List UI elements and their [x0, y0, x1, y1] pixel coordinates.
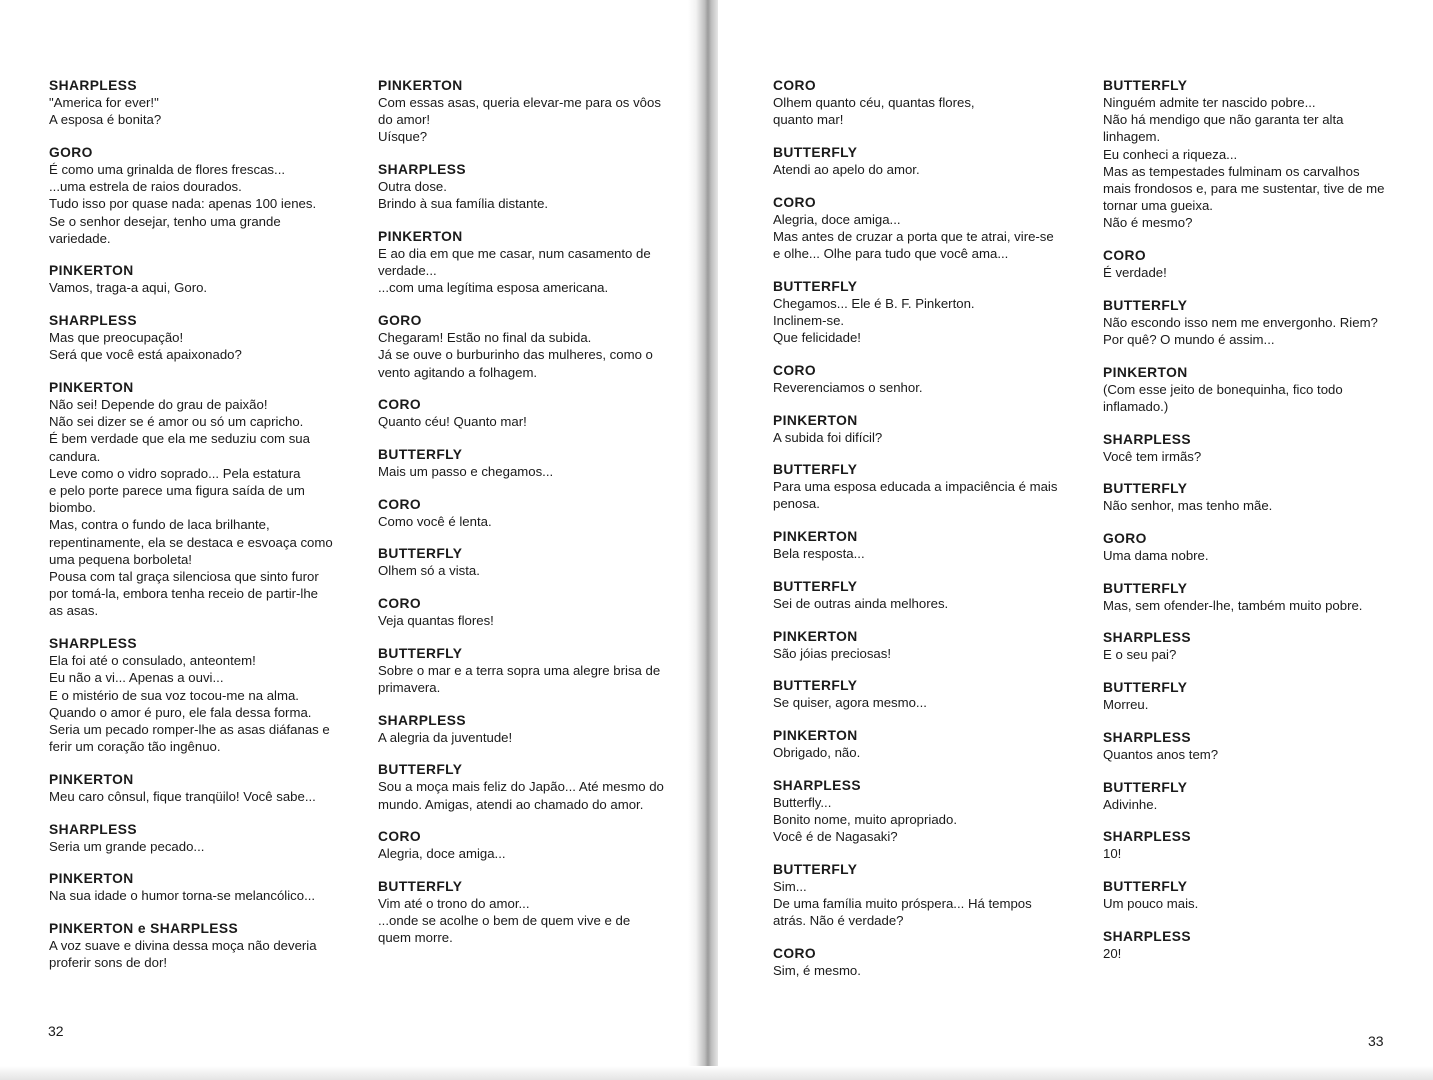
dialogue-line: Que felicidade! — [773, 330, 861, 346]
dialogue-line: Como você é lenta. — [378, 513, 492, 529]
dialogue-line: Ninguém admite ter nascido pobre... — [1103, 95, 1316, 110]
dialogue-entry — [49, 771, 349, 805]
dialogue-line: verdade... — [378, 263, 437, 279]
speaker-name: CORO — [773, 945, 816, 961]
dialogue-entry — [773, 412, 1073, 446]
dialogue-line: Quanto céu! Quanto mar! — [378, 414, 527, 430]
dialogue-line: ...com uma legítima esposa americana. — [378, 280, 609, 296]
dialogue-line: E o mistério de sua voz tocou-me na alma. — [49, 687, 299, 703]
dialogue-line: Olhem só a vista. — [378, 563, 480, 579]
speaker-name: BUTTERFLY — [1103, 680, 1188, 696]
speaker-name: PINKERTON e SHARPLESS — [49, 921, 239, 936]
speaker-name: PINKERTON — [49, 380, 134, 396]
dialogue-entry — [49, 821, 349, 855]
dialogue-entry — [378, 228, 678, 297]
right-page-column-1 — [773, 75, 1073, 995]
dialogue-line: quem morre. — [378, 930, 453, 946]
speaker-name: BUTTERFLY — [773, 278, 858, 294]
dialogue-line: A alegria da juventude! — [378, 729, 513, 745]
dialogue-entry — [49, 77, 349, 128]
page-number-left: 32 — [48, 1023, 64, 1039]
dialogue-line: Se quiser, agora mesmo... — [773, 695, 927, 711]
dialogue-entry — [1103, 364, 1395, 415]
speaker-name: PINKERTON — [378, 229, 463, 245]
dialogue-line: Vamos, traga-a aqui, Goro. — [49, 280, 208, 296]
dialogue-entry — [378, 312, 678, 381]
dialogue-line: Pousa com tal graça silenciosa que sinto furor — [49, 569, 319, 585]
dialogue-line: e pelo porte parece uma figura saída de um — [49, 483, 305, 499]
dialogue-line: Veja quantas flores! — [378, 613, 494, 629]
dialogue-line: Meu caro cônsul, fique tranqüilo! Você sabe... — [49, 788, 316, 804]
dialogue-line: É bem verdade que ela me seduziu com sua — [49, 431, 310, 447]
dialogue-entry — [1103, 580, 1395, 614]
right-page-column-2 — [1103, 75, 1395, 977]
speaker-name: SHARPLESS — [1103, 729, 1191, 745]
dialogue-entry — [1103, 928, 1395, 962]
speaker-name: BUTTERFLY — [1103, 297, 1188, 313]
dialogue-line: "America for ever!" — [49, 95, 159, 110]
page-edge-shadow — [0, 1066, 1433, 1080]
speaker-name: BUTTERFLY — [773, 678, 858, 694]
dialogue-line: Olhem quanto céu, quantas flores, — [773, 95, 975, 110]
speaker-name: BUTTERFLY — [378, 645, 463, 661]
dialogue-entry — [1103, 828, 1395, 862]
dialogue-line: Por quê? O mundo é assim... — [1103, 332, 1275, 348]
speaker-name: BUTTERFLY — [1103, 580, 1188, 596]
dialogue-line: Mas, sem ofender-lhe, também muito pobre. — [1103, 597, 1363, 613]
dialogue-line: Não sei dizer se é amor ou só um capricho. — [49, 414, 304, 430]
speaker-name: BUTTERFLY — [773, 462, 858, 478]
speaker-name: SHARPLESS — [49, 78, 137, 93]
dialogue-line: Mas as tempestades fulminam os carvalhos — [1103, 163, 1360, 179]
speaker-name: SHARPLESS — [49, 636, 137, 652]
speaker-name: SHARPLESS — [378, 162, 466, 178]
speaker-name: CORO — [773, 78, 816, 93]
dialogue-entry — [49, 870, 349, 904]
dialogue-line: Sobre o mar e a terra sopra uma alegre brisa de — [378, 662, 661, 678]
dialogue-entry — [1103, 779, 1395, 813]
speaker-name: BUTTERFLY — [1103, 878, 1188, 894]
dialogue-entry — [773, 677, 1073, 711]
dialogue-line: mundo. Amigas, atendi ao chamado do amor. — [378, 796, 644, 812]
dialogue-line: (Com esse jeito de bonequinha, fico todo — [1103, 381, 1343, 397]
dialogue-line: e olhe... Olhe para tudo que você ama... — [773, 246, 1009, 262]
dialogue-line: Inclinem-se. — [773, 312, 845, 328]
dialogue-entry — [1103, 679, 1395, 713]
dialogue-entry — [773, 362, 1073, 396]
dialogue-line: Vim até o trono do amor... — [378, 895, 530, 911]
dialogue-line: Obrigado, não. — [773, 744, 861, 760]
dialogue-entry — [1103, 629, 1395, 663]
dialogue-line: Morreu. — [1103, 697, 1149, 713]
dialogue-entry — [773, 861, 1073, 930]
dialogue-line: Butterfly... — [773, 794, 832, 810]
dialogue-line: Não é mesmo? — [1103, 215, 1193, 231]
dialogue-line: repentinamente, ela se destaca e esvoaça como — [49, 534, 333, 550]
dialogue-entry — [378, 595, 678, 629]
speaker-name: PINKERTON — [378, 78, 463, 93]
dialogue-entry — [49, 379, 349, 620]
dialogue-line: Mas antes de cruzar a porta que te atrai, vire-se — [773, 228, 1054, 244]
page-number-right: 33 — [1368, 1033, 1384, 1049]
dialogue-line: as asas. — [49, 603, 99, 619]
speaker-name: GORO — [49, 144, 93, 160]
speaker-name: PINKERTON — [773, 529, 858, 545]
dialogue-entry — [378, 77, 678, 146]
speaker-name: CORO — [378, 829, 421, 845]
dialogue-line: É como uma grinalda de flores frescas... — [49, 161, 286, 177]
speaker-name: PINKERTON — [773, 412, 858, 428]
dialogue-line: Reverenciamos o senhor. — [773, 379, 923, 395]
left-page-column-1 — [49, 75, 349, 987]
dialogue-entry — [1103, 480, 1395, 514]
speaker-name: BUTTERFLY — [773, 578, 858, 594]
speaker-name: PINKERTON — [49, 771, 134, 787]
speaker-name: GORO — [1103, 531, 1147, 547]
speaker-name: PINKERTON — [773, 727, 858, 743]
speaker-name: BUTTERFLY — [378, 546, 463, 562]
dialogue-line: uma pequena borboleta! — [49, 551, 192, 567]
left-page — [0, 0, 700, 1080]
dialogue-line: por tomá-la, embora tenha receio de partir-lhe — [49, 586, 319, 602]
dialogue-line: Mas que preocupação! — [49, 330, 184, 346]
dialogue-entry — [378, 761, 678, 812]
speaker-name: BUTTERFLY — [1103, 779, 1188, 795]
dialogue-entry — [49, 144, 349, 247]
dialogue-line: Sei de outras ainda melhores. — [773, 595, 949, 611]
dialogue-entry — [773, 77, 1073, 128]
dialogue-line: Um pouco mais. — [1103, 895, 1199, 911]
speaker-name: PINKERTON — [773, 628, 858, 644]
speaker-name: CORO — [1103, 248, 1146, 264]
dialogue-line: A subida foi difícil? — [773, 429, 883, 445]
dialogue-line: 20! — [1103, 945, 1122, 961]
dialogue-entry — [378, 496, 678, 530]
speaker-name: BUTTERFLY — [378, 446, 463, 462]
dialogue-line: Já se ouve o burburinho das mulheres, como o — [378, 347, 653, 363]
dialogue-line: Tudo isso por quase nada: apenas 100 ienes. — [49, 196, 317, 212]
speaker-name: BUTTERFLY — [773, 861, 858, 877]
dialogue-entry — [49, 312, 349, 363]
speaker-name: BUTTERFLY — [1103, 481, 1188, 497]
speaker-name: BUTTERFLY — [378, 762, 463, 778]
dialogue-line: A voz suave e divina dessa moça não deveria — [49, 938, 317, 953]
dialogue-line: Leve como o vidro soprado... Pela estatura — [49, 465, 301, 481]
speaker-name: BUTTERFLY — [1103, 78, 1188, 93]
dialogue-entry — [773, 727, 1073, 761]
speaker-name: PINKERTON — [1103, 364, 1188, 380]
dialogue-line: Ela foi até o consulado, anteontem! — [49, 653, 256, 669]
dialogue-line: Eu não a vi... Apenas a ouvi... — [49, 670, 224, 686]
dialogue-line: Não escondo isso nem me envergonho. Riem? — [1103, 314, 1378, 330]
dialogue-line: A esposa é bonita? — [49, 112, 162, 128]
dialogue-entry — [1103, 77, 1395, 232]
dialogue-line: Brindo à sua família distante. — [378, 196, 549, 212]
dialogue-entry — [773, 194, 1073, 263]
dialogue-line: mais frondosos e, para me sustentar, tive de me — [1103, 181, 1385, 197]
dialogue-line: É verdade! — [1103, 265, 1167, 281]
speaker-name: CORO — [773, 194, 816, 210]
dialogue-entry — [1103, 729, 1395, 763]
dialogue-line: São jóias preciosas! — [773, 645, 892, 661]
dialogue-line: primavera. — [378, 679, 441, 695]
dialogue-line: Adivinhe. — [1103, 796, 1158, 812]
speaker-name: CORO — [378, 397, 421, 413]
dialogue-line: Alegria, doce amiga... — [773, 211, 901, 227]
speaker-name: PINKERTON — [49, 871, 134, 887]
dialogue-line: Sim, é mesmo. — [773, 962, 861, 978]
dialogue-entry — [378, 878, 678, 947]
dialogue-line: variedade. — [49, 230, 111, 246]
speaker-name: BUTTERFLY — [378, 878, 463, 894]
dialogue-entry — [49, 262, 349, 296]
speaker-name: SHARPLESS — [49, 313, 137, 329]
dialogue-entry — [378, 712, 678, 746]
dialogue-entry — [773, 278, 1073, 347]
dialogue-line: Sim... — [773, 878, 807, 894]
dialogue-entry — [378, 828, 678, 862]
dialogue-line: Seria um pecado romper-lhe as asas diáfanas e — [49, 721, 330, 737]
dialogue-entry — [49, 920, 349, 971]
dialogue-entry — [773, 628, 1073, 662]
dialogue-entry — [1103, 247, 1395, 281]
dialogue-line: Chegamos... Ele é B. F. Pinkerton. — [773, 295, 975, 311]
dialogue-line: Outra dose. — [378, 179, 447, 195]
dialogue-line: Não há mendigo que não garanta ter alta — [1103, 112, 1344, 128]
dialogue-line: quanto mar! — [773, 112, 844, 128]
dialogue-line: ...uma estrela de raios dourados. — [49, 179, 242, 195]
dialogue-line: E o seu pai? — [1103, 647, 1177, 663]
dialogue-line: Chegaram! Estão no final da subida. — [378, 330, 592, 346]
dialogue-entry — [378, 645, 678, 696]
left-page-column-2 — [378, 75, 678, 962]
dialogue-line: penosa. — [773, 496, 820, 512]
speaker-name: SHARPLESS — [773, 777, 861, 793]
speaker-name: CORO — [378, 596, 421, 612]
dialogue-entry — [1103, 431, 1395, 465]
dialogue-line: Para uma esposa educada a impaciência é mais — [773, 479, 1058, 495]
dialogue-line: Não senhor, mas tenho mãe. — [1103, 498, 1273, 514]
dialogue-entry — [773, 777, 1073, 846]
dialogue-line: Seria um grande pecado... — [49, 838, 205, 854]
dialogue-line: ...onde se acolhe o bem de quem vive e de — [378, 913, 631, 929]
dialogue-line: linhagem. — [1103, 129, 1161, 145]
speaker-name: SHARPLESS — [49, 821, 137, 837]
dialogue-line: Quando o amor é puro, ele fala dessa forma. — [49, 704, 312, 720]
speaker-name: BUTTERFLY — [773, 144, 858, 160]
speaker-name: SHARPLESS — [1103, 829, 1191, 845]
dialogue-entry — [773, 528, 1073, 562]
dialogue-line: vento agitando a folhagem. — [378, 364, 538, 380]
dialogue-entry — [378, 161, 678, 212]
dialogue-line: Você é de Nagasaki? — [773, 829, 898, 845]
dialogue-line: Mas, contra o fundo de laca brilhante, — [49, 517, 270, 533]
dialogue-line: Quantos anos tem? — [1103, 746, 1219, 762]
dialogue-line: Eu conheci a riqueza... — [1103, 146, 1238, 162]
dialogue-line: Bela resposta... — [773, 546, 865, 562]
speaker-name: PINKERTON — [49, 263, 134, 279]
dialogue-entry — [773, 578, 1073, 612]
dialogue-line: candura. — [49, 448, 101, 464]
dialogue-line: atrás. Não é verdade? — [773, 913, 904, 929]
dialogue-line: E ao dia em que me casar, num casamento de — [378, 246, 651, 262]
dialogue-line: Você tem irmãs? — [1103, 448, 1202, 464]
dialogue-line: Bonito nome, muito apropriado. — [773, 811, 958, 827]
dialogue-entry — [378, 446, 678, 480]
dialogue-line: Alegria, doce amiga... — [378, 846, 506, 862]
dialogue-line: Uísque? — [378, 129, 428, 145]
dialogue-line: 10! — [1103, 846, 1122, 862]
dialogue-line: ferir um coração tão ingênuo. — [49, 739, 221, 755]
dialogue-line: Sou a moça mais feliz do Japão... Até mesmo do — [378, 779, 664, 795]
speaker-name: SHARPLESS — [378, 712, 466, 728]
speaker-name: GORO — [378, 313, 422, 329]
dialogue-line: Não sei! Depende do grau de paixão! — [49, 397, 268, 413]
dialogue-entry — [773, 945, 1073, 979]
dialogue-line: Mais um passo e chegamos... — [378, 463, 554, 479]
speaker-name: SHARPLESS — [1103, 630, 1191, 646]
dialogue-line: do amor! — [378, 112, 431, 128]
dialogue-entry — [773, 461, 1073, 512]
dialogue-entry — [1103, 530, 1395, 564]
dialogue-entry — [1103, 297, 1395, 348]
dialogue-line: biombo. — [49, 500, 96, 516]
dialogue-line: De uma família muito próspera... Há tempos — [773, 895, 1032, 911]
dialogue-entry — [378, 396, 678, 430]
dialogue-entry — [773, 144, 1073, 178]
dialogue-line: Será que você está apaixonado? — [49, 347, 242, 363]
dialogue-entry — [378, 545, 678, 579]
dialogue-line: Na sua idade o humor torna-se melancólico... — [49, 888, 316, 904]
dialogue-line: tornar uma gueixa. — [1103, 198, 1213, 214]
speaker-name: SHARPLESS — [1103, 928, 1191, 944]
dialogue-line: inflamado.) — [1103, 398, 1169, 414]
dialogue-line: Com essas asas, queria elevar-me para os vôos — [378, 95, 661, 110]
speaker-name: CORO — [773, 362, 816, 378]
dialogue-line: Uma dama nobre. — [1103, 548, 1209, 564]
dialogue-entry — [1103, 878, 1395, 912]
dialogue-line: Atendi ao apelo do amor. — [773, 161, 920, 177]
dialogue-line: Se o senhor desejar, tenho uma grande — [49, 213, 281, 229]
speaker-name: CORO — [378, 496, 421, 512]
dialogue-entry — [49, 635, 349, 755]
speaker-name: SHARPLESS — [1103, 431, 1191, 447]
dialogue-line: proferir sons de dor! — [49, 955, 168, 971]
